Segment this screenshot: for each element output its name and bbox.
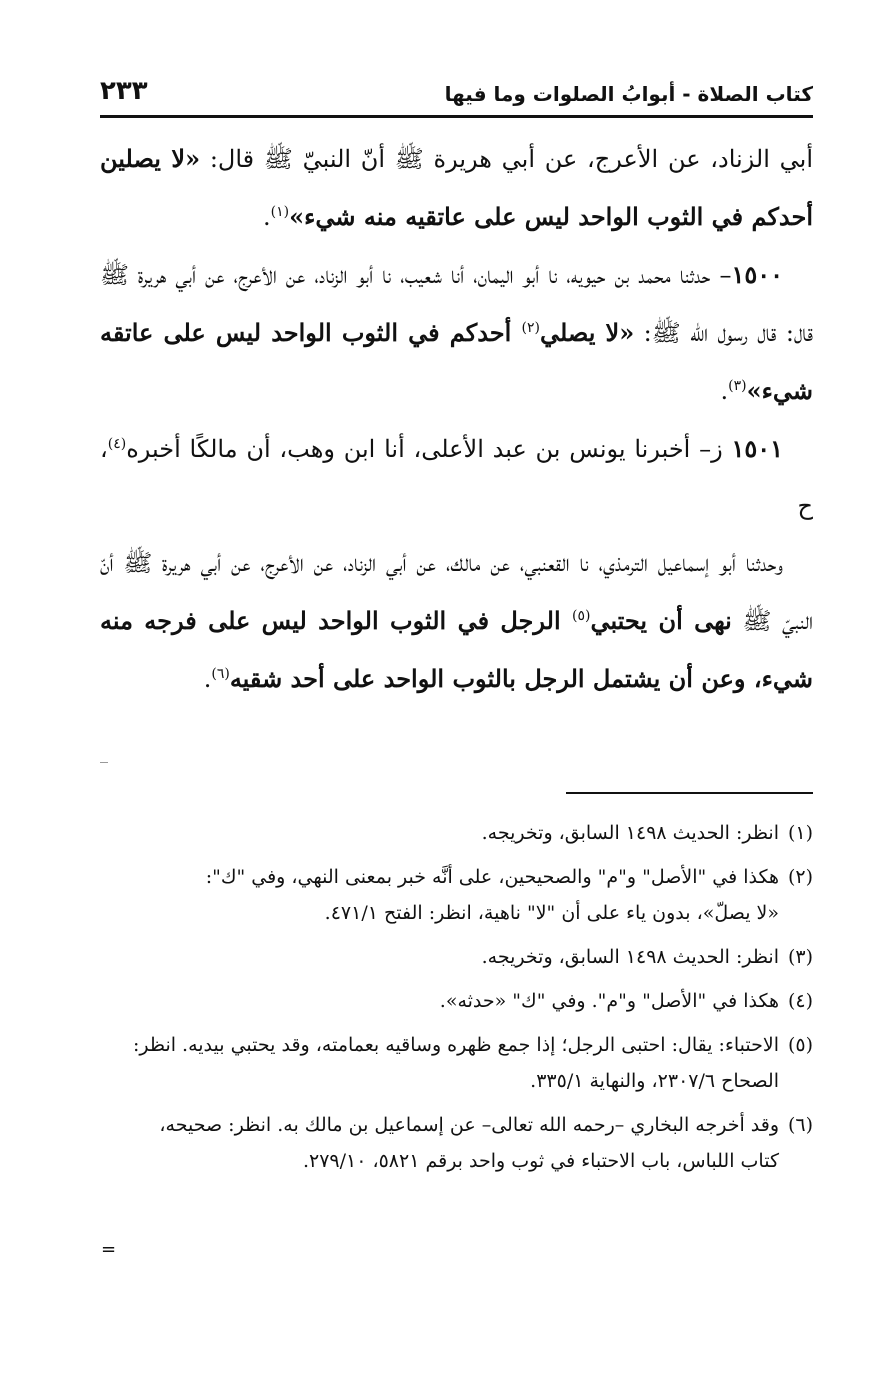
footnote-ref: (٤)	[107, 436, 127, 452]
hadith-number: ١٥٠٠	[731, 260, 784, 289]
footnote-text: هكذا في "الأصل" و"م". وفي "ك" «حدثه».	[439, 990, 779, 1012]
page-number: ٢٣٣	[100, 76, 148, 106]
paragraph-text: أبي الزناد، عن الأعرج، عن أبي هريرة ﷺ أنّ النبيّ ﷺ قال:	[200, 145, 813, 173]
footnote-text: انظر: الحديث ١٤٩٨ السابق، وتخريجه.	[481, 946, 779, 968]
punctuation: .	[263, 203, 271, 231]
end-mark: =	[101, 1239, 117, 1260]
footnote-ref: (١)	[270, 204, 290, 220]
hadith-1500	[100, 246, 813, 420]
footnote-number: (٦)	[787, 1114, 813, 1136]
main-text	[100, 130, 813, 708]
paragraph-continuation	[100, 130, 813, 246]
footnote-number: (٣)	[787, 946, 813, 968]
footnote-ref: (٣)	[728, 378, 747, 394]
hadith-1501	[100, 420, 813, 535]
paragraph-text: وحدثنا أبو إسماعيل الترمذي، نا القعنبي، عن مالك، عن أبي الزناد، عن الأعرج، عن أبي هريرة ﷺ أنّ النبيّ ﷺ	[100, 549, 813, 635]
footnote-text: وقد أخرجه البخاري –رحمه الله تعالى– عن إسماعيل بن مالك به. انظر: صحيحه،	[159, 1114, 779, 1136]
footnote	[100, 939, 813, 975]
punctuation: .	[720, 377, 729, 405]
footnote-number: (٢)	[787, 866, 813, 888]
footnote	[100, 983, 813, 1019]
footnote-continuation: كتاب اللباس، باب الاحتباء في ثوب واحد برقم ٥٨٢١، ٢٧٩/١٠.	[302, 1150, 779, 1172]
running-header-title: كتاب الصلاة - أبوابُ الصلوات وما فيها	[444, 82, 813, 106]
footnote-ref: (٥)	[571, 608, 591, 624]
footnote-separator	[566, 792, 813, 794]
paragraph-text: ز– أخبرنا يونس بن عبد الأعلى، أنا ابن وهب، أن مالكًا أخبره	[126, 435, 723, 463]
footnote-number: (٥)	[787, 1034, 813, 1056]
footnote-text: هكذا في "الأصل" و"م" والصحيحين، على أنَّه خبر بمعنى النهي، وفي "ك":	[205, 866, 779, 888]
hadith-1501-second-chain	[100, 535, 813, 708]
footnote-continuation: الصحاح ٢٣٠٧/٦، والنهاية ٣٣٥/١.	[530, 1070, 779, 1092]
footnote-text: انظر: الحديث ١٤٩٨ السابق، وتخريجه.	[481, 822, 779, 844]
footnote-ref: (٦)	[211, 666, 230, 682]
hadith-quote: نهى أن يحتبي	[590, 606, 732, 635]
paragraph-text: ، ح	[100, 435, 813, 520]
footnote-ref: (٢)	[521, 320, 540, 336]
running-header	[100, 70, 813, 116]
hadith-quote: «لا يصلي	[539, 318, 635, 347]
hadith-quote: «لا يصلين أحدكم في الثوب الواحد ليس على عاتقيه منه شيء»	[100, 144, 813, 231]
stray-mark	[100, 762, 108, 763]
punctuation: .	[203, 665, 212, 693]
footnote-text: الاحتباء: يقال: احتبى الرجل؛ إذا جمع ظهره وساقيه بعمامته، وقد يحتبي بيديه. انظر:	[132, 1034, 779, 1056]
footnote-continuation: «لا يصلّ»، بدون ياء على أن "لا" ناهية، انظر: الفتح ٤٧١/١.	[324, 902, 779, 924]
hadith-number: ١٥٠١	[731, 434, 783, 463]
footnote	[100, 859, 813, 931]
hadith-quote: أحدكم في الثوب الواحد ليس على عاتقه شيء»	[100, 318, 813, 405]
footnote	[100, 1107, 813, 1179]
hadith-quote: الرجل في الثوب الواحد ليس على فرجه منه شيء، وعن أن يشتمل الرجل بالثوب الواحد على أحد شقيه	[100, 606, 813, 693]
footnote	[100, 1027, 813, 1099]
paragraph-text: – حدثنا محمد بن حيويه، نا أبو اليمان، أنا شعيب، نا أبو الزناد، عن الأعرج، عن أبي هريرة ﷺ قال: قال رسول الله ﷺ:	[100, 261, 814, 347]
footnote-number: (١)	[787, 822, 813, 844]
footnote	[100, 815, 813, 851]
footnote-number: (٤)	[787, 990, 813, 1012]
footnotes	[100, 815, 813, 1187]
header-rule	[100, 115, 813, 118]
